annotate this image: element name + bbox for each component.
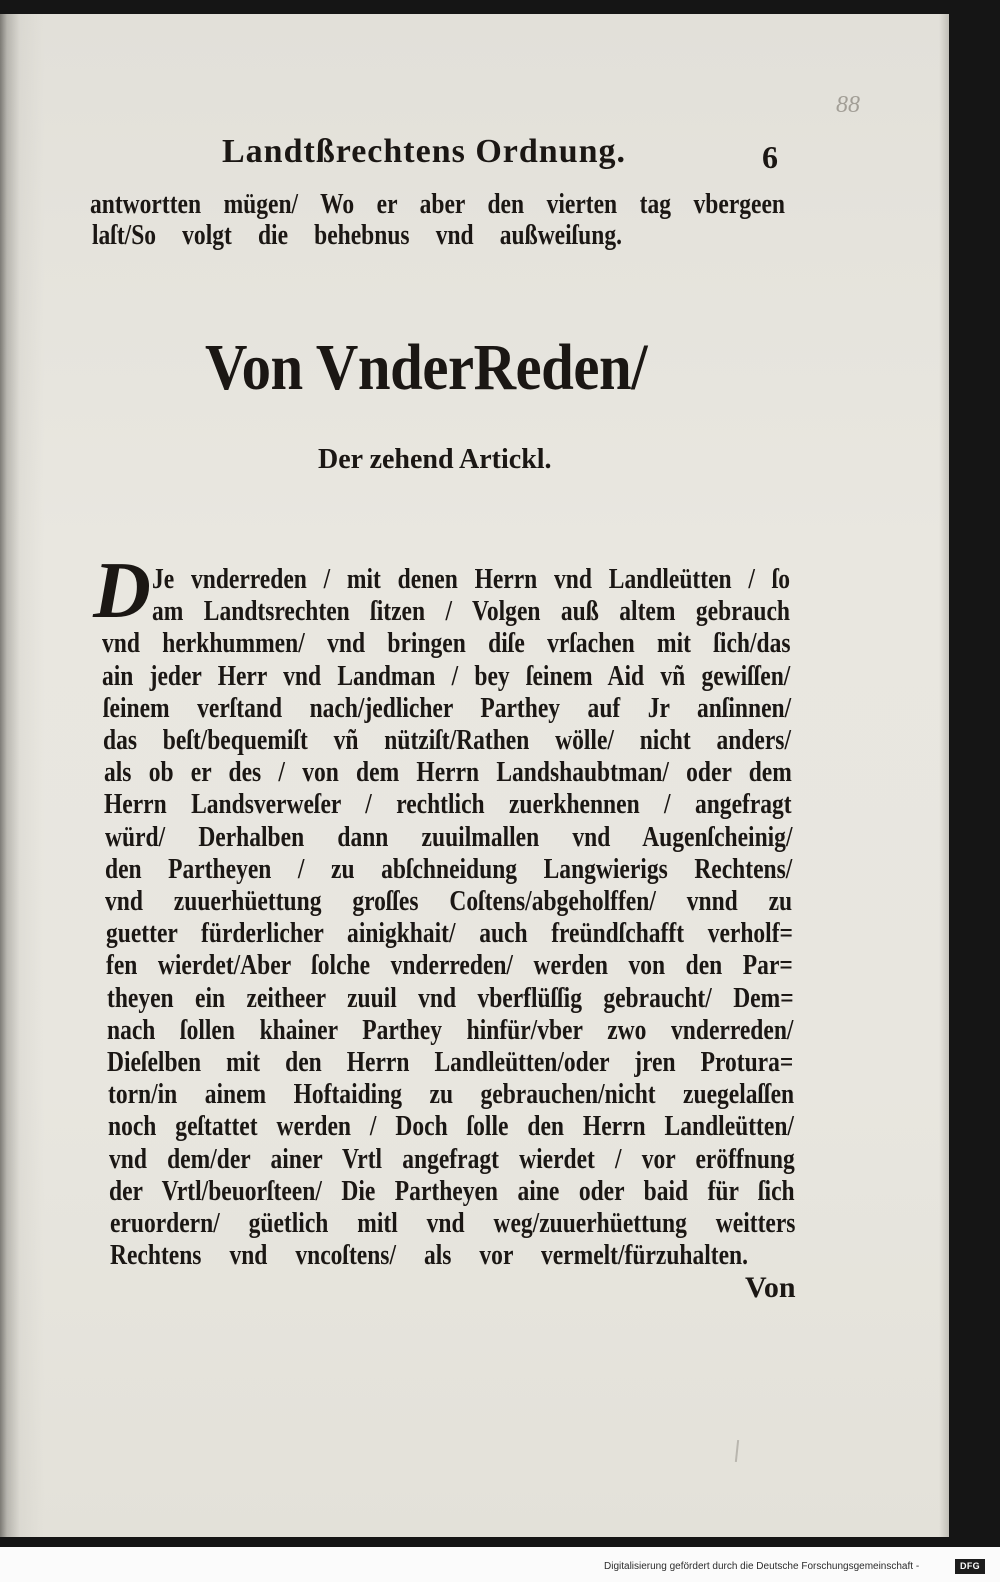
body-line: nach ſollen khainer Parthey hinfür/vber zwo vnderreden/ [107,1014,794,1046]
body-line: fen wierdet/Aber ſolche vnderreden/ werden von den Par= [106,950,793,982]
body-line: eruordern/ güetlich mitl vnd weg/zuuerhüettung weitters [109,1208,795,1239]
body-line: Je vnderreden / mit denen Herrn vnd Landleütten / ſo [152,564,790,595]
body-line: theyen ein zeitheer zuuil vnd vberflüſſig gebraucht/ Dem= [106,982,794,1014]
body-line: Rechtens vnd vncoſtens/ als vor vermelt/fürzuhalten. [109,1240,748,1272]
body-line: das beſt/bequemiſt vñ nütziſt/Rathen wölle/ nicht anders/ [103,725,792,756]
body-line: guetter fürderlicher ainigkhait/ auch freündſchafft verholf= [105,918,793,950]
digitization-credit: Digitalisierung gefördert durch die Deutsche Forschungsgemeinschaft - [604,1561,920,1572]
pencil-folio-note: 88 [836,92,860,118]
body-line: ain jeder Herr vnd Landman / bey ſeinem Aid vñ gewiſſen/ [102,660,791,692]
body-line: vnd herkhummen/ vnd bringen diſe vrſachen mit ſich/das [102,628,791,660]
body-line: vnd dem/der ainer Vrtl angefragt wierdet / vor eröffnung [108,1143,795,1175]
body-line: noch geſtattet werden / Doch ſolle den Herrn Landleütten/ [108,1111,795,1143]
continuation-line: laſt/So volgt die behebnus vnd außweiſung. [92,220,622,251]
body-line: ſeinem verſtand nach/jedlicher Parthey auf Jr anſinnen/ [102,692,791,724]
body-line: vnd zuuerhüettung groſſes Coſtens/abgeholffen/ vnnd zu [105,886,793,917]
dfg-logo: DFG [955,1559,985,1574]
body-line: am Landtsrechten ſitzen / Volgen auß altem gebrauch [152,596,790,628]
body-line: torn/in ainem Hoftaiding zu gebrauchen/nicht zuegelaſſen [107,1079,794,1111]
body-line: Herrn Landsverweſer / rechtlich zuerkhennen / angefragt [104,789,792,821]
catchword: Von [745,1271,796,1304]
section-title: Von VnderReden/ [205,331,648,404]
running-head: Landtßrechtens Ordnung. [222,133,627,170]
continuation-line: antwortten mügen/ Wo er aber den vierten tag vbergeen [90,189,785,220]
body-line: würd/ Derhalben dann zuuilmallen vnd Augenſcheinig/ [104,821,792,853]
article-title: Der zehend Artickl. [318,444,552,475]
drop-cap-initial: D [93,547,151,635]
body-line: Dieſelben mit den Herrn Landleütten/oder jren Protura= [107,1047,794,1078]
body-line: als ob er des / von dem Herrn Landshaubtman/ oder dem [103,757,792,789]
body-line: der Vrtl/beuorſteen/ Die Partheyen aine oder baid für ſich [109,1175,795,1207]
body-line: den Partheyen / zu abſchneidung Langwierigs Rechtens/ [104,853,793,885]
page-number: 6 [762,139,778,175]
